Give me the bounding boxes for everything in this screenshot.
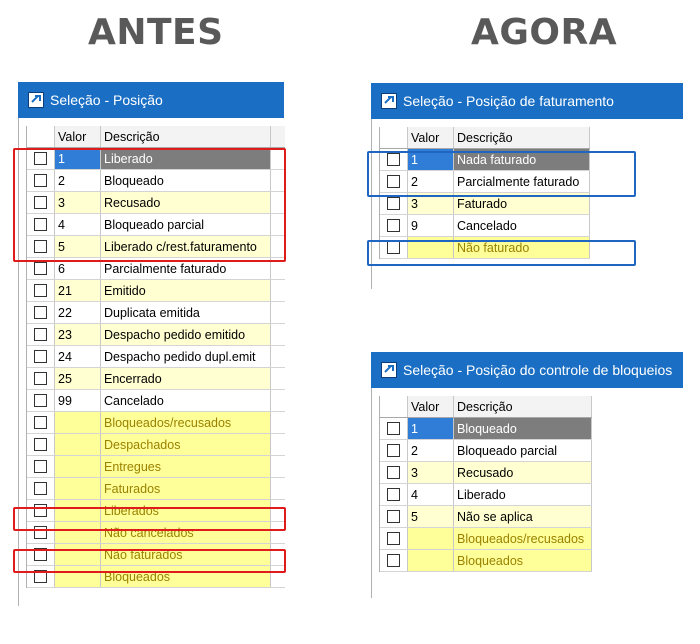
checkbox-icon[interactable] bbox=[34, 306, 47, 319]
cell-descricao: Faturado bbox=[454, 193, 590, 214]
cell-valor: 2 bbox=[408, 440, 454, 461]
checkbox-icon[interactable] bbox=[34, 350, 47, 363]
row-checkbox-cell[interactable] bbox=[380, 550, 408, 571]
cell-valor: 1 bbox=[408, 418, 454, 439]
row-checkbox-cell[interactable] bbox=[27, 456, 55, 477]
cell-descricao: Encerrado bbox=[101, 368, 271, 389]
panel-controle-bloqueios bbox=[371, 352, 683, 598]
row-checkbox-cell[interactable] bbox=[380, 484, 408, 505]
cell-descricao: Bloqueados/recusados bbox=[101, 412, 271, 433]
cell-valor bbox=[408, 528, 454, 549]
cell-valor: 1 bbox=[408, 149, 454, 170]
cell-descricao: Parcialmente faturado bbox=[101, 258, 271, 279]
cell-descricao: Bloqueado bbox=[101, 170, 271, 191]
heading-agora: AGORA bbox=[471, 12, 618, 53]
row-checkbox-cell[interactable] bbox=[380, 462, 408, 483]
cell-descricao: Cancelado bbox=[101, 390, 271, 411]
column-header-valor[interactable]: Valor bbox=[408, 396, 454, 417]
cell-descricao: Não cancelados bbox=[101, 522, 271, 543]
table-row[interactable] bbox=[27, 478, 285, 500]
cell-valor: 6 bbox=[55, 258, 101, 279]
checkbox-icon[interactable] bbox=[34, 416, 47, 429]
table-row[interactable] bbox=[27, 346, 285, 368]
table-row[interactable] bbox=[27, 390, 285, 412]
row-checkbox-cell[interactable] bbox=[27, 434, 55, 455]
checkbox-icon[interactable] bbox=[387, 444, 400, 457]
cell-descricao: Liberado bbox=[454, 484, 592, 505]
checkbox-icon[interactable] bbox=[34, 372, 47, 385]
cell-descricao: Liberados bbox=[101, 500, 271, 521]
cell-descricao: Duplicata emitida bbox=[101, 302, 271, 323]
cell-valor: 1 bbox=[55, 148, 101, 169]
cell-descricao: Entregues bbox=[101, 456, 271, 477]
highlight-blue-nao-faturado bbox=[367, 240, 636, 266]
table-row[interactable] bbox=[380, 215, 590, 237]
cell-valor: 3 bbox=[408, 462, 454, 483]
cell-descricao: Liberado bbox=[101, 148, 271, 169]
table-row[interactable] bbox=[380, 550, 592, 572]
row-checkbox-cell[interactable] bbox=[380, 528, 408, 549]
header-select-cell bbox=[380, 396, 408, 417]
cell-valor bbox=[55, 434, 101, 455]
row-checkbox-cell[interactable] bbox=[27, 368, 55, 389]
heading-antes: ANTES bbox=[88, 12, 224, 53]
cell-descricao: Despachados bbox=[101, 434, 271, 455]
table-row[interactable] bbox=[380, 528, 592, 550]
checkbox-icon[interactable] bbox=[387, 219, 400, 232]
cell-valor: 24 bbox=[55, 346, 101, 367]
grid-header bbox=[380, 396, 592, 418]
window-select-icon bbox=[381, 93, 397, 109]
highlight-red-group bbox=[13, 148, 286, 262]
cell-descricao: Recusado bbox=[454, 462, 592, 483]
header-select-cell bbox=[380, 127, 408, 148]
cell-descricao: Despacho pedido emitido bbox=[101, 324, 271, 345]
checkbox-icon[interactable] bbox=[387, 554, 400, 567]
cell-valor: 23 bbox=[55, 324, 101, 345]
checkbox-icon[interactable] bbox=[34, 460, 47, 473]
row-checkbox-cell[interactable] bbox=[27, 478, 55, 499]
table-row[interactable] bbox=[27, 302, 285, 324]
row-checkbox-cell[interactable] bbox=[27, 346, 55, 367]
checkbox-icon[interactable] bbox=[387, 197, 400, 210]
grid-header bbox=[27, 126, 285, 148]
cell-valor: 3 bbox=[55, 192, 101, 213]
table-row[interactable] bbox=[380, 440, 592, 462]
window-title: Seleção - Posição de faturamento bbox=[403, 93, 614, 109]
checkbox-icon[interactable] bbox=[34, 284, 47, 297]
highlight-blue-group bbox=[367, 151, 636, 197]
column-header-descricao[interactable]: Descrição bbox=[101, 126, 271, 147]
highlight-red-nao-faturados bbox=[13, 549, 286, 573]
table-row[interactable] bbox=[380, 506, 592, 528]
checkbox-icon[interactable] bbox=[387, 488, 400, 501]
cell-valor: 4 bbox=[55, 214, 101, 235]
cell-valor: 21 bbox=[55, 280, 101, 301]
checkbox-icon[interactable] bbox=[34, 482, 47, 495]
cell-descricao: Bloqueados/recusados bbox=[454, 528, 592, 549]
row-checkbox-cell[interactable] bbox=[380, 215, 408, 236]
cell-descricao: Bloqueados bbox=[101, 566, 271, 587]
cell-valor: 9 bbox=[408, 215, 454, 236]
cell-descricao: Não faturado bbox=[454, 237, 590, 258]
cell-descricao: Liberado c/rest.faturamento bbox=[101, 236, 271, 257]
window-select-icon bbox=[28, 92, 44, 108]
table-row[interactable] bbox=[27, 368, 285, 390]
row-checkbox-cell[interactable] bbox=[27, 412, 55, 433]
window-title: Seleção - Posição bbox=[50, 92, 163, 108]
table-row[interactable] bbox=[380, 418, 592, 440]
checkbox-icon[interactable] bbox=[34, 262, 47, 275]
cell-valor bbox=[55, 412, 101, 433]
cell-descricao: Parcialmente faturado bbox=[454, 171, 590, 192]
cell-descricao: Bloqueado parcial bbox=[101, 214, 271, 235]
cell-descricao: Faturados bbox=[101, 478, 271, 499]
table-row[interactable] bbox=[380, 484, 592, 506]
checkbox-icon[interactable] bbox=[34, 438, 47, 451]
column-header-valor[interactable]: Valor bbox=[55, 126, 101, 147]
column-header-descricao[interactable]: Descrição bbox=[454, 127, 590, 148]
cell-descricao: Despacho pedido dupl.emit bbox=[101, 346, 271, 367]
checkbox-icon[interactable] bbox=[387, 466, 400, 479]
table-row[interactable] bbox=[27, 412, 285, 434]
cell-valor: 4 bbox=[408, 484, 454, 505]
table-row[interactable] bbox=[27, 280, 285, 302]
cell-descricao: Bloqueado parcial bbox=[454, 440, 592, 461]
cell-valor: 2 bbox=[408, 171, 454, 192]
cell-valor: 5 bbox=[55, 236, 101, 257]
titlebar-posicao-faturamento bbox=[371, 83, 683, 119]
cell-valor bbox=[55, 478, 101, 499]
row-checkbox-cell[interactable] bbox=[380, 506, 408, 527]
cell-descricao: Não faturados bbox=[101, 544, 271, 565]
window-title: Seleção - Posição do controle de bloqueios bbox=[403, 362, 673, 378]
cell-valor bbox=[408, 550, 454, 571]
checkbox-icon[interactable] bbox=[34, 394, 47, 407]
checkbox-icon[interactable] bbox=[34, 328, 47, 341]
table-row[interactable] bbox=[27, 434, 285, 456]
titlebar-controle-bloqueios bbox=[371, 352, 683, 388]
cell-descricao: Cancelado bbox=[454, 215, 590, 236]
column-header-valor[interactable]: Valor bbox=[408, 127, 454, 148]
cell-valor bbox=[55, 456, 101, 477]
cell-descricao: Bloqueados bbox=[454, 550, 592, 571]
cell-valor: 99 bbox=[55, 390, 101, 411]
grid-controle-bloqueios bbox=[379, 396, 592, 572]
cell-valor: 3 bbox=[408, 193, 454, 214]
row-checkbox-cell[interactable] bbox=[380, 418, 408, 439]
window-select-icon bbox=[381, 362, 397, 378]
checkbox-icon[interactable] bbox=[387, 510, 400, 523]
cell-descricao: Nada faturado bbox=[454, 149, 590, 170]
header-select-cell bbox=[27, 126, 55, 147]
cell-descricao: Emitido bbox=[101, 280, 271, 301]
table-row[interactable] bbox=[380, 462, 592, 484]
cell-valor: 5 bbox=[408, 506, 454, 527]
cell-descricao: Não se aplica bbox=[454, 506, 592, 527]
cell-valor: 25 bbox=[55, 368, 101, 389]
column-header-descricao[interactable]: Descrição bbox=[454, 396, 592, 417]
cell-valor: 2 bbox=[55, 170, 101, 191]
checkbox-icon[interactable] bbox=[387, 422, 400, 435]
checkbox-icon[interactable] bbox=[387, 532, 400, 545]
highlight-red-liberados bbox=[13, 507, 286, 531]
cell-descricao: Bloqueado bbox=[454, 418, 592, 439]
grid-header bbox=[380, 127, 590, 149]
cell-valor: 22 bbox=[55, 302, 101, 323]
titlebar-posicao bbox=[18, 82, 284, 118]
row-checkbox-cell[interactable] bbox=[27, 302, 55, 323]
row-checkbox-cell[interactable] bbox=[27, 280, 55, 301]
row-checkbox-cell[interactable] bbox=[380, 440, 408, 461]
cell-descricao: Recusado bbox=[101, 192, 271, 213]
table-row[interactable] bbox=[27, 456, 285, 478]
row-checkbox-cell[interactable] bbox=[27, 390, 55, 411]
table-row[interactable] bbox=[27, 324, 285, 346]
row-checkbox-cell[interactable] bbox=[27, 324, 55, 345]
